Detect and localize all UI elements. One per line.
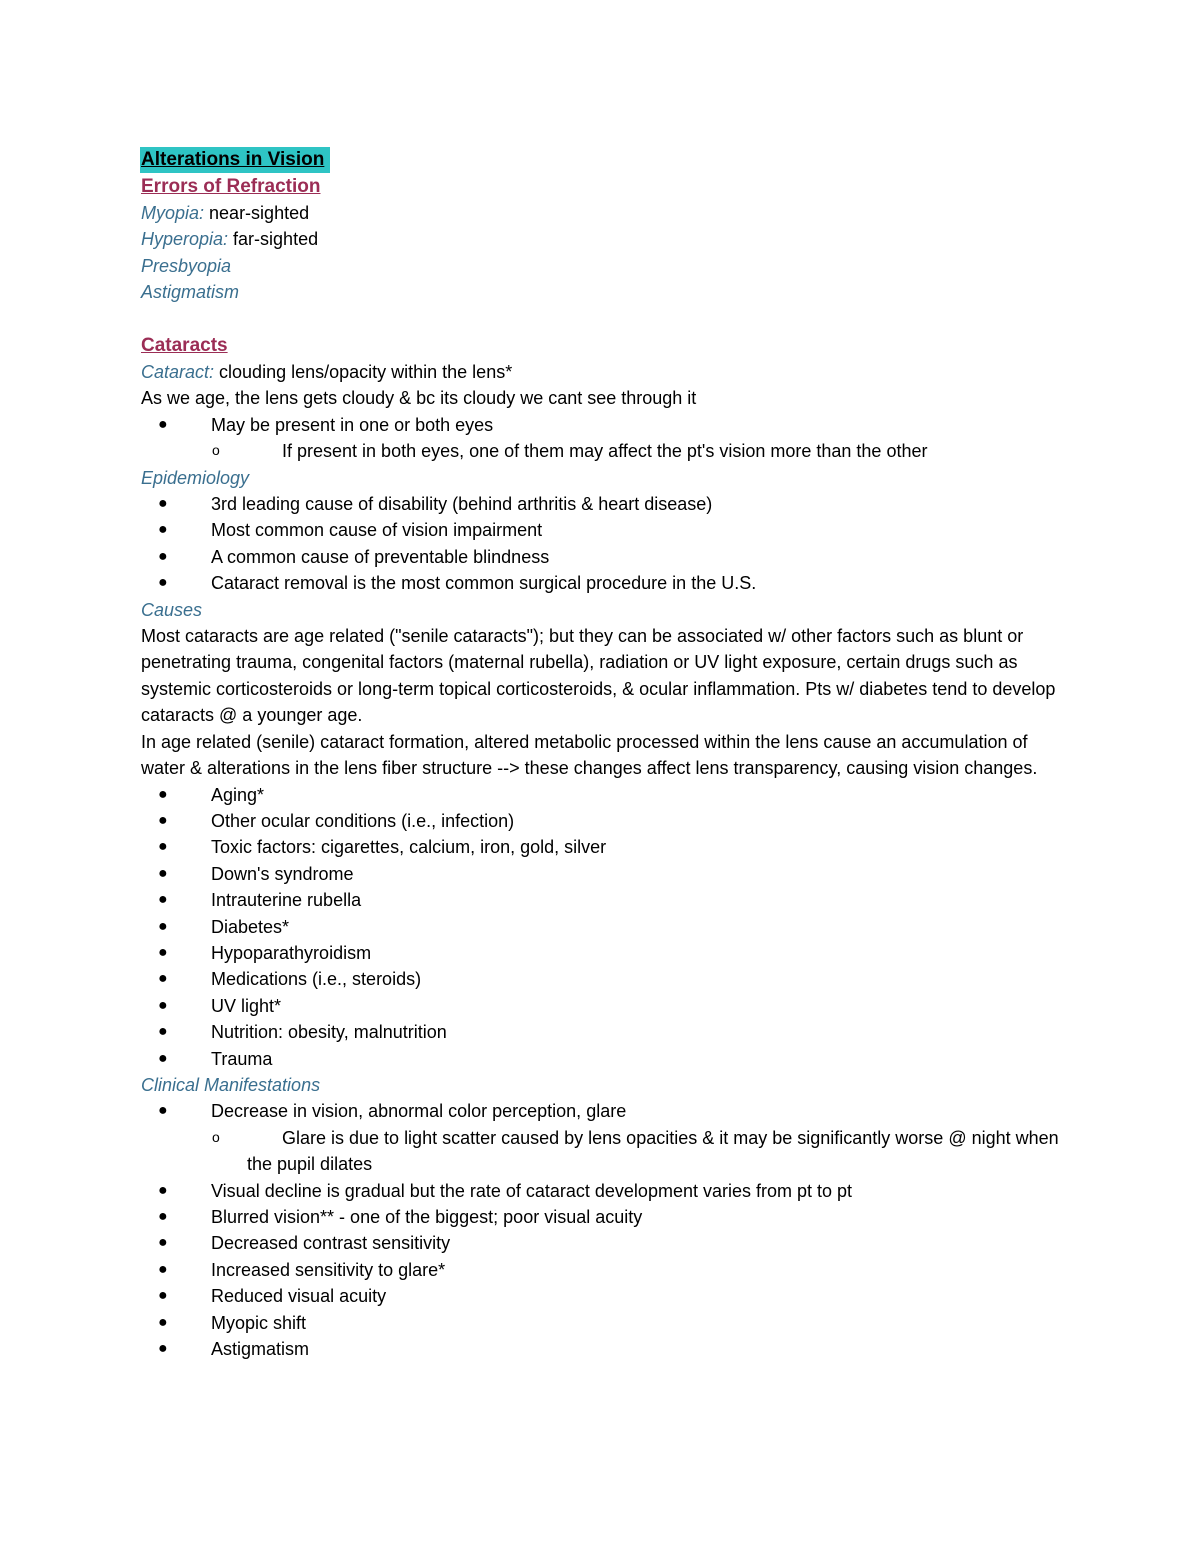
list-item-text: Myopic shift	[211, 1312, 307, 1333]
list-item-text: Intrauterine rubella	[211, 890, 362, 911]
causes-list	[141, 782, 1071, 1072]
bullet-icon: ●	[158, 970, 168, 988]
list-item-text: Other ocular conditions (i.e., infection)	[211, 810, 515, 831]
refraction-text: near-sighted	[204, 203, 310, 223]
list-item-text: Decrease in vision, abnormal color perception, glare	[211, 1101, 627, 1122]
list-item	[141, 887, 1071, 913]
definition-text: clouding lens/opacity within the lens*	[214, 362, 513, 383]
bullet-icon: ●	[158, 495, 168, 513]
list-item-text: Increased sensitivity to glare*	[211, 1259, 446, 1280]
bullet-icon: ●	[158, 785, 168, 803]
list-item-text: Aging*	[211, 784, 265, 805]
sub-list-item	[141, 1125, 1071, 1178]
list-item	[141, 1204, 1071, 1230]
list-item-text: Diabetes*	[211, 916, 290, 937]
bullet-icon: ●	[158, 838, 168, 856]
list-item	[141, 570, 1071, 596]
bullet-icon: ●	[158, 1260, 168, 1278]
list-item	[141, 1046, 1071, 1072]
clinical-label: Clinical Manifestations	[141, 1074, 321, 1095]
list-item-text: 3rd leading cause of disability (behind arthritis & heart disease)	[211, 494, 713, 515]
list-item	[141, 1019, 1071, 1045]
list-item-text: A common cause of preventable blindness	[211, 546, 550, 567]
list-item-text: Toxic factors: cigarettes, calcium, iron, gold, silver	[211, 837, 607, 858]
refraction-term: Astigmatism	[141, 282, 240, 303]
list-item	[141, 861, 1071, 887]
list-item-text: Nutrition: obesity, malnutrition	[211, 1022, 447, 1043]
list-item-text: UV light*	[211, 995, 282, 1016]
definition-label: Cataract:	[141, 362, 215, 383]
refraction-list	[141, 200, 1071, 306]
blank-line	[141, 306, 1071, 332]
list-item-text: Blurred vision** - one of the biggest; poor visual acuity	[211, 1207, 643, 1228]
list-item-text: Astigmatism	[211, 1339, 310, 1360]
list-item-text: Most common cause of vision impairment	[211, 520, 543, 541]
list-item-text: Medications (i.e., steroids)	[211, 969, 422, 990]
list-item	[141, 1230, 1071, 1256]
clinical-sub-list	[141, 1125, 1071, 1178]
list-item	[141, 544, 1071, 570]
bullet-icon: ●	[158, 1208, 168, 1226]
list-item	[141, 966, 1071, 992]
list-item	[141, 1098, 1071, 1124]
list-item	[141, 782, 1071, 808]
clinical-list	[141, 1178, 1071, 1363]
bullet-icon: ●	[158, 1234, 168, 1252]
list-item	[141, 412, 1071, 438]
refraction-term: Presbyopia	[141, 255, 232, 276]
list-item	[141, 914, 1071, 940]
intro-sub-list	[141, 438, 1071, 464]
refraction-item	[141, 279, 1071, 305]
circle-bullet-icon: o	[212, 442, 220, 459]
refraction-term: Myopia:	[141, 203, 205, 223]
list-item-text: Cataract removal is the most common surgical procedure in the U.S.	[211, 573, 757, 594]
causes-paragraph-2: In age related (senile) cataract formation, altered metabolic processed within the lens cause an accumulation of water & alterations in the lens fiber structure --> these changes affect lens transparency, causing vision changes.	[141, 731, 1038, 779]
bullet-icon: ●	[158, 891, 168, 909]
refraction-item	[141, 253, 1071, 279]
list-item	[141, 1178, 1071, 1204]
bullet-icon: ●	[158, 574, 168, 592]
list-item	[141, 808, 1071, 834]
intro-bullet-list	[141, 412, 1071, 438]
list-item-text: May be present in one or both eyes	[211, 414, 494, 435]
cataract-definition	[141, 359, 1071, 385]
epidemiology-label: Epidemiology	[141, 467, 250, 488]
document-content	[141, 146, 1071, 1362]
bullet-icon: ●	[158, 1340, 168, 1358]
sub-list-item-text: If present in both eyes, one of them may affect the pt's vision more than the other	[282, 441, 928, 462]
epidemiology-list	[141, 491, 1071, 597]
bullet-icon: ●	[158, 811, 168, 829]
bullet-icon: ●	[158, 1287, 168, 1305]
bullet-icon: ●	[158, 917, 168, 935]
list-item-text: Decreased contrast sensitivity	[211, 1233, 451, 1254]
refraction-heading: Errors of Refraction	[141, 176, 321, 197]
bullet-icon: ●	[158, 1102, 168, 1120]
cataracts-heading: Cataracts	[141, 335, 228, 357]
list-item	[141, 491, 1071, 517]
bullet-icon: ●	[158, 943, 168, 961]
bullet-icon: ●	[158, 1313, 168, 1331]
list-item	[141, 993, 1071, 1019]
circle-bullet-icon: o	[212, 1128, 220, 1145]
bullet-icon: ●	[158, 1181, 168, 1199]
list-item	[141, 834, 1071, 860]
refraction-item	[141, 200, 1071, 226]
page-title: Alterations in Vision	[140, 147, 330, 173]
bullet-icon: ●	[158, 415, 168, 433]
list-item	[141, 1310, 1071, 1336]
bullet-icon: ●	[158, 1049, 168, 1067]
list-item	[141, 1336, 1071, 1362]
sub-list-item	[141, 438, 1071, 464]
bullet-icon: ●	[158, 864, 168, 882]
list-item	[141, 1283, 1071, 1309]
bullet-icon: ●	[158, 521, 168, 539]
list-item	[141, 1257, 1071, 1283]
cataract-intro: As we age, the lens gets cloudy & bc its cloudy we cant see through it	[141, 388, 697, 409]
refraction-text: far-sighted	[228, 229, 319, 250]
list-item	[141, 940, 1071, 966]
list-item-text: Visual decline is gradual but the rate of cataract development varies from pt to pt	[211, 1180, 853, 1201]
list-item	[141, 517, 1071, 543]
bullet-icon: ●	[158, 547, 168, 565]
list-item-text: Hypoparathyroidism	[211, 942, 372, 963]
list-item-text: Trauma	[211, 1048, 273, 1069]
sub-list-item-text: Glare is due to light scatter caused by lens opacities & it may be significantly worse @ night when the pupil dilates	[247, 1127, 1059, 1175]
causes-paragraph-1: Most cataracts are age related ("senile cataracts"); but they can be associated w/ other factors such as blunt or penetrating trauma, congenital factors (maternal rubella), radiation or UV light exposure, certain drugs such as systemic corticosteroids or long-term topical corticosteroids, & ocular inflammation. Pts w/ diabetes tend to develop cataracts @ a younger age.	[141, 626, 1056, 726]
bullet-icon: ●	[158, 1023, 168, 1041]
refraction-term: Hyperopia:	[141, 229, 229, 250]
causes-label: Causes	[141, 599, 203, 620]
clinical-first-list	[141, 1098, 1071, 1124]
list-item-text: Down's syndrome	[211, 863, 354, 884]
list-item-text: Reduced visual acuity	[211, 1286, 387, 1307]
refraction-item	[141, 226, 1071, 252]
title-line	[141, 146, 1071, 173]
bullet-icon: ●	[158, 996, 168, 1014]
